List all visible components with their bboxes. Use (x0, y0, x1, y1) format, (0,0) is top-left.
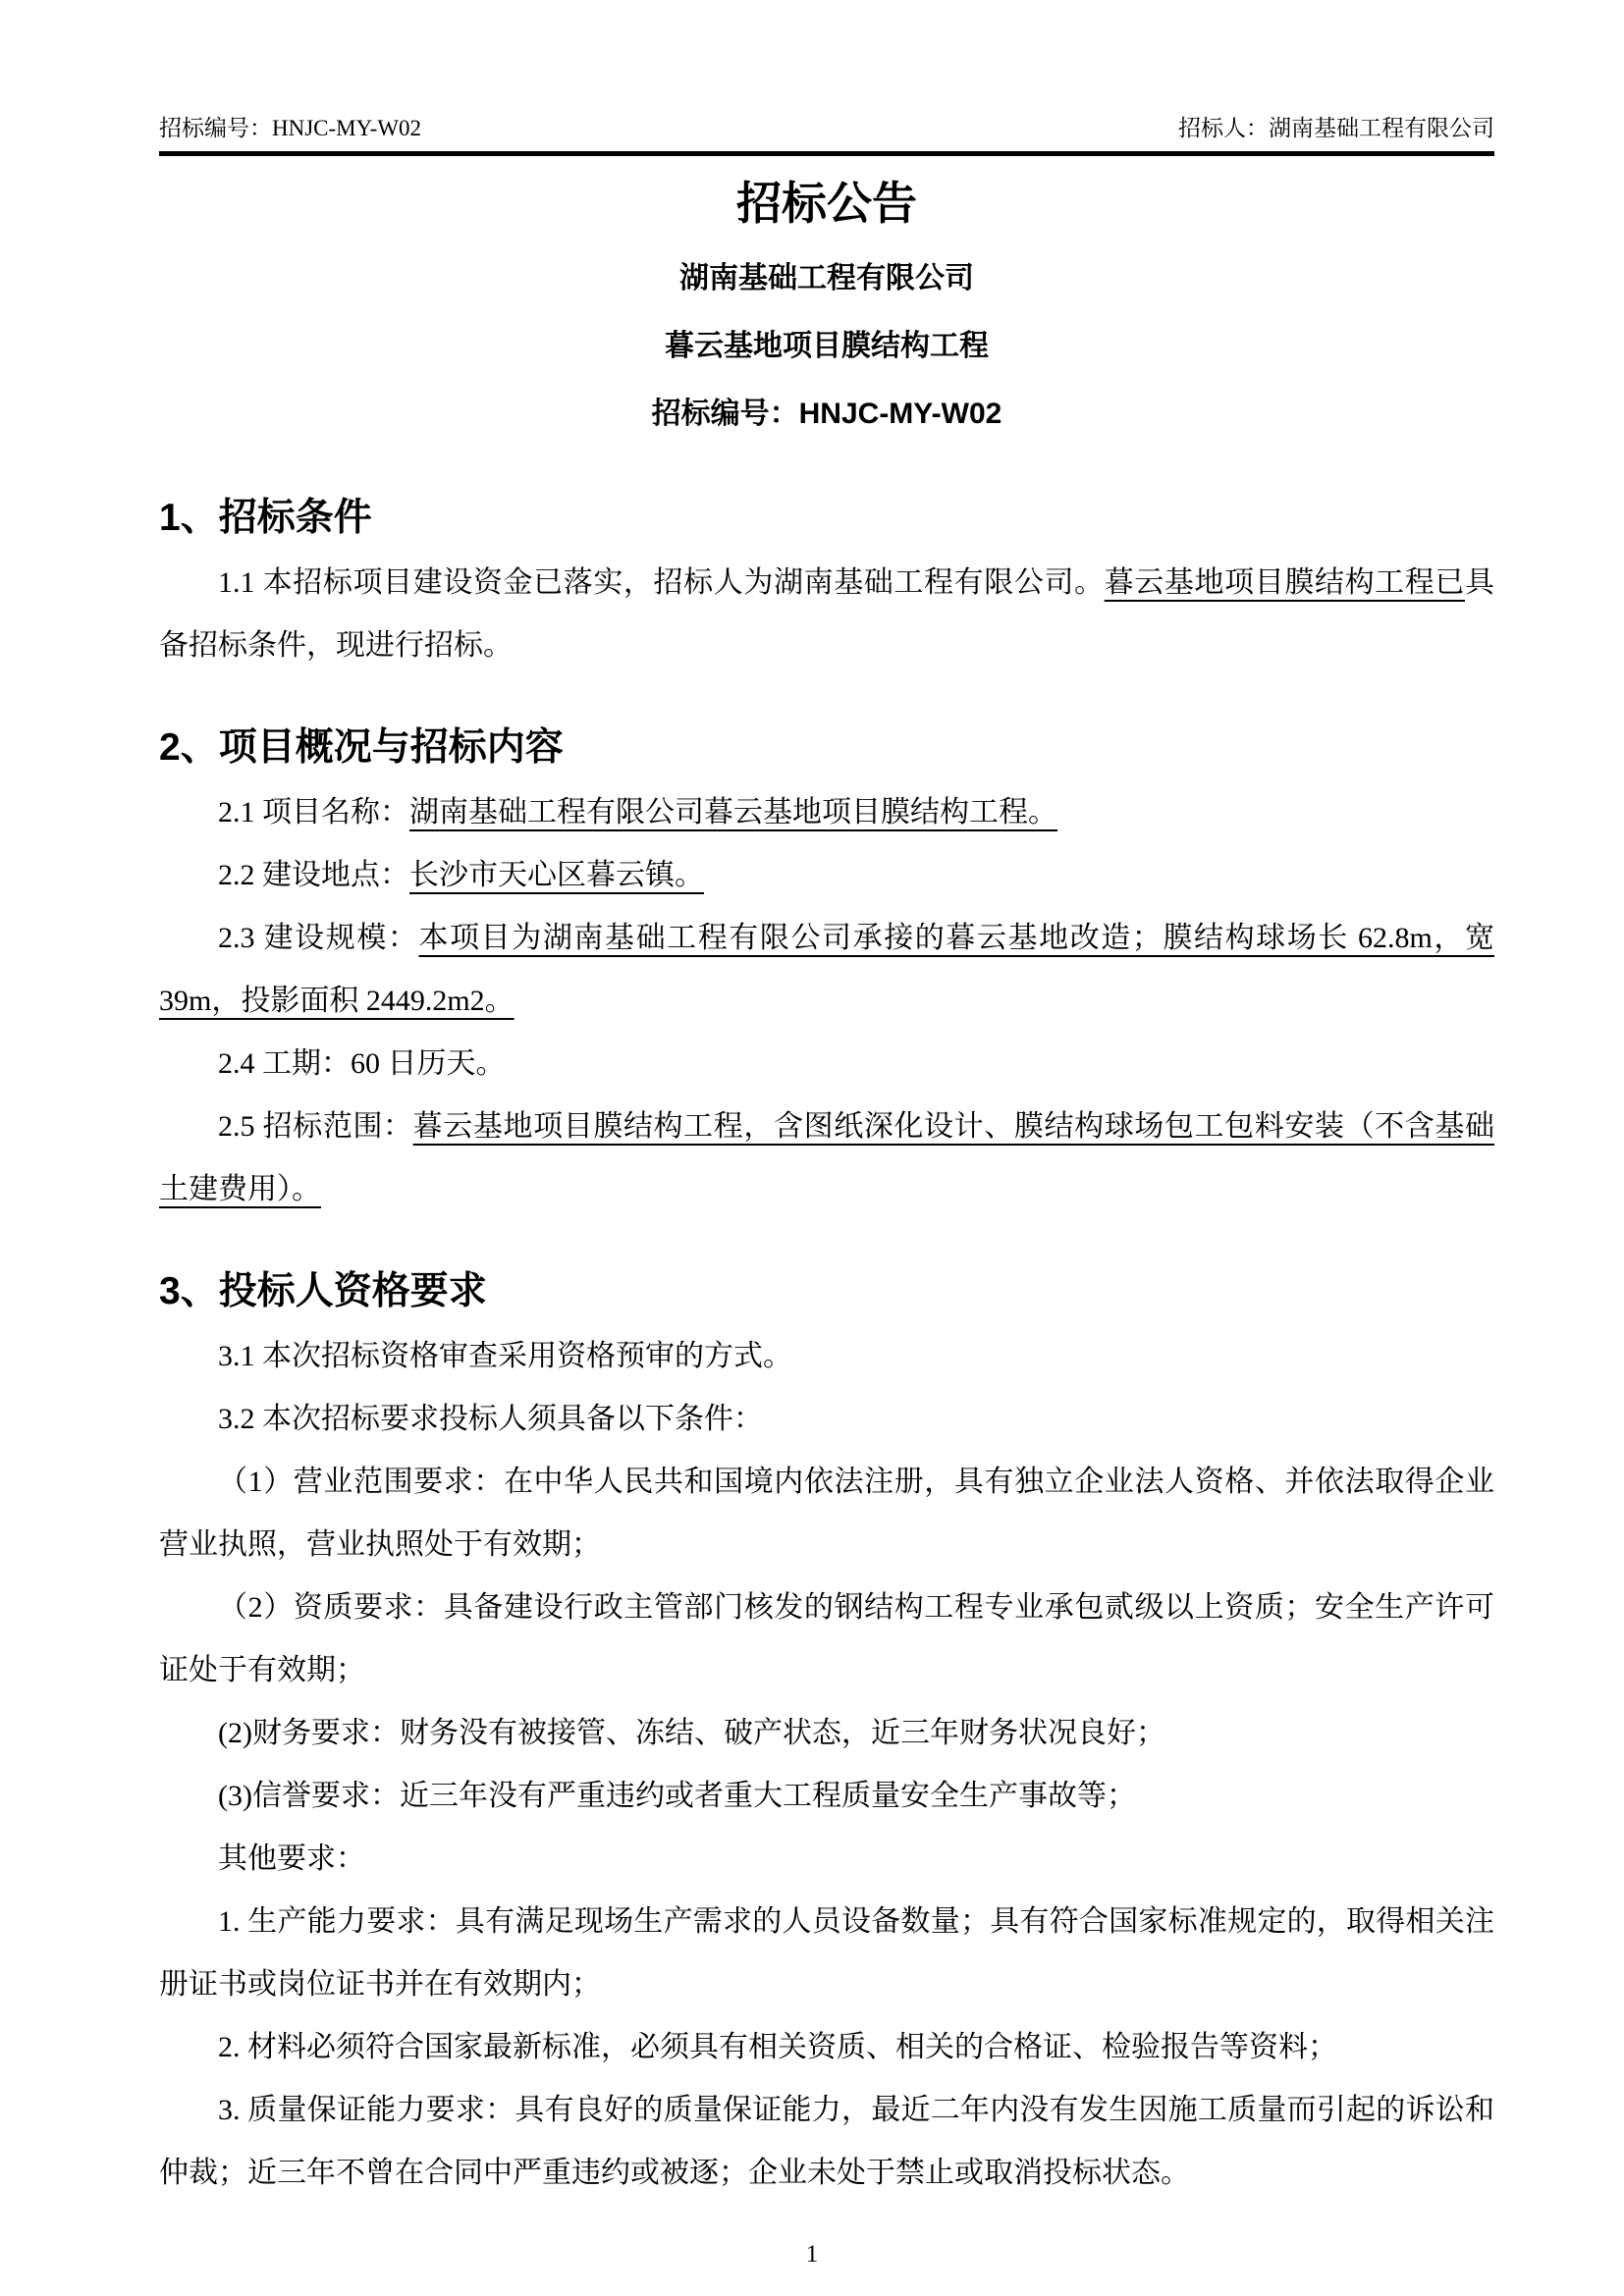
text-run: （2）资质要求：具备建设行政主管部门核发的钢结构工程专业承包贰级以上资质；安全生产许可证处于有效期； (159, 1591, 1494, 1686)
document-subtitles (159, 244, 1494, 448)
underlined-text-run: 湖南基础工程有限公司暮云基地项目膜结构工程。 (409, 796, 1057, 828)
page-footer (0, 2241, 1624, 2269)
text-run: 3. 质量保证能力要求：具有良好的质量保证能力，最近二年内没有发生因施工质量而引起的诉讼和仲裁；近三年不曾在合同中严重违约或被逐；企业未处于禁止或取消投标状态。 (159, 2094, 1494, 2189)
text-run: 2.2 建设地点： (218, 859, 409, 891)
paragraph (159, 1325, 1494, 1388)
text-run: 2.4 工期：60 日历天。 (218, 1047, 506, 1080)
section-heading: 2、项目概况与招标内容 (159, 726, 564, 769)
document-subtitle: 招标编号：HNJC-MY-W02 (651, 398, 1002, 430)
paragraph (159, 1451, 1494, 1576)
text-run: 2. 材料必须符合国家最新标准，必须具有相关资质、相关的合格证、检验报告等资料； (218, 2031, 1337, 2063)
paragraph (159, 2079, 1494, 2205)
text-run: （1）营业范围要求：在中华人民共和国境内依法注册，具有独立企业法人资格、并依法取得企业营业执照，营业执照处于有效期； (159, 1466, 1494, 1561)
paragraph (159, 1702, 1494, 1765)
paragraph (159, 907, 1494, 1033)
section-heading: 1、招标条件 (159, 497, 372, 539)
text-run: 1. 生产能力要求：具有满足现场生产需求的人员设备数量；具有符合国家标准规定的，取得相关注册证书或岗位证书并在有效期内； (159, 1905, 1494, 2001)
document-title: 招标公告 (736, 178, 917, 229)
header-tender-number: 招标编号：HNJC-MY-W02 (159, 116, 422, 140)
text-run: 1.1 本招标项目建设资金已落实，招标人为湖南基础工程有限公司。 (218, 566, 1105, 599)
header-tenderer-name: 招标人：湖南基础工程有限公司 (1178, 116, 1494, 140)
text-run: 具备招标条件，现进行招标。 (159, 566, 1495, 662)
underlined-text-run: 长沙市天心区暮云镇。 (409, 859, 704, 891)
text-run: (2)财务要求：财务没有被接管、冻结、破产状态，近三年财务状况良好； (218, 1717, 1165, 1749)
page-number: 1 (805, 2241, 819, 2268)
paragraph (159, 1033, 1494, 1095)
paragraph (159, 781, 1494, 844)
paragraph (159, 552, 1494, 677)
page-header (159, 116, 1494, 156)
document-subtitle: 湖南基础工程有限公司 (679, 262, 974, 294)
underlined-text-run: 本项目为湖南基础工程有限公司承接的暮云基地改造；膜结构球场长 62.8m，宽 39m，投影面积 2449.2m2。 (159, 922, 1495, 1017)
paragraph (159, 1891, 1494, 2016)
paragraph (159, 1576, 1494, 1702)
text-run: 3.1 本次招标资格审查采用资格预审的方式。 (218, 1340, 792, 1372)
underlined-text-run: 暮云基地项目膜结构工程，含图纸深化设计、膜结构球场包工包料安装（不含基础土建费用）。 (159, 1110, 1495, 1205)
paragraph (159, 844, 1494, 907)
text-run: 2.5 招标范围： (218, 1110, 413, 1143)
paragraph (159, 2016, 1494, 2079)
section-heading: 3、投标人资格要求 (159, 1270, 487, 1312)
text-run: 2.3 建设规模： (218, 922, 419, 954)
paragraph (159, 1095, 1494, 1221)
text-run: (3)信誉要求：近三年没有严重违约或者重大工程质量安全生产事故等； (218, 1780, 1136, 1812)
text-run: 3.2 本次招标要求投标人须具备以下条件： (218, 1403, 763, 1435)
document-subtitle: 暮云基地项目膜结构工程 (665, 330, 989, 362)
underlined-text-run: 暮云基地项目膜结构工程已 (1104, 566, 1466, 599)
paragraph (159, 1388, 1494, 1451)
paragraph (159, 1765, 1494, 1828)
text-run: 2.1 项目名称： (218, 796, 409, 828)
document-body (159, 495, 1494, 2205)
paragraph (159, 1828, 1494, 1891)
text-run: 其他要求： (218, 1842, 365, 1875)
